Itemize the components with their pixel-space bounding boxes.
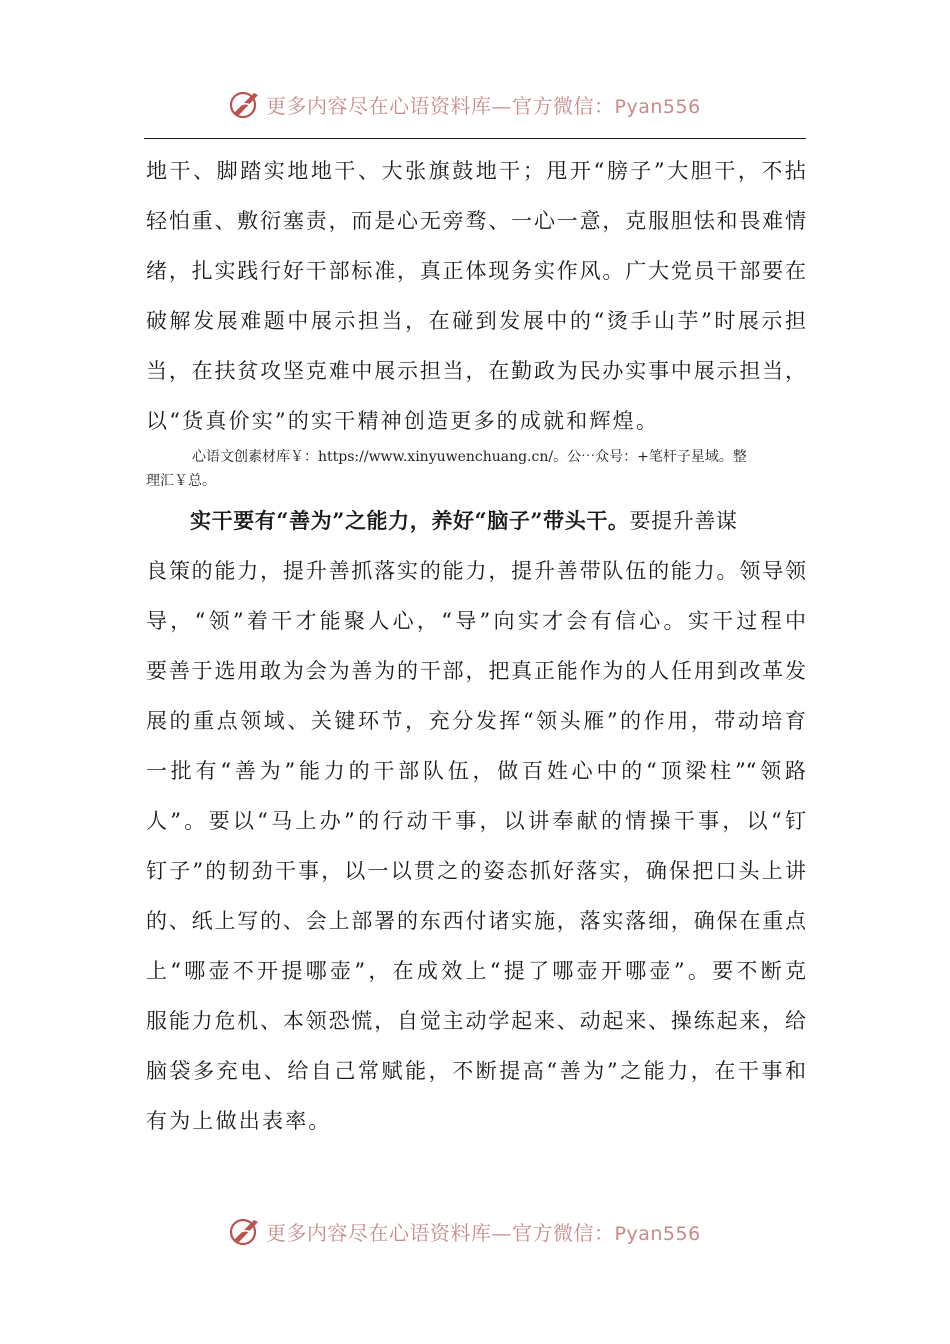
header-divider xyxy=(144,138,806,139)
paragraph-heading: 实干要有“善为”之能力，养好“脑子”带头干。 xyxy=(190,508,630,533)
body-line: 钉子”的韧劲干事，以一以贯之的姿态抓好落实，确保把口头上讲 xyxy=(146,859,806,883)
header-banner-text: 更多内容尽在心语资料库—官方微信：Pyan556 xyxy=(266,93,701,118)
body-line: 人”。要以“马上办”的行动干事，以讲奉献的情操干事，以“钉 xyxy=(146,809,806,833)
body-line: 地干、脚踏实地地干、大张旗鼓地干；甩开“膀子”大胆干，不拈 xyxy=(146,159,806,183)
body-line: 以“货真价实”的实干精神创造更多的成就和辉煌。 xyxy=(146,409,660,433)
body-line: 轻怕重、敷衍塞责，而是心无旁骛、一心一意，克服胆怯和畏难情 xyxy=(146,209,806,233)
source-note-line-2: 理汇￥总。 xyxy=(146,473,216,489)
body-line: 脑袋多充电、给自己常赋能，不断提高“善为”之能力，在干事和 xyxy=(146,1059,806,1083)
body-line: 的、纸上写的、会上部署的东西付诸实施，落实落细，确保在重点 xyxy=(146,909,806,933)
footer-banner xyxy=(228,1211,701,1251)
body-line: 当，在扶贫攻坚克难中展示担当，在勤政为民办实事中展示担当， xyxy=(146,359,806,383)
body-line: 展的重点领域、关键环节，充分发挥“领头雁”的作用，带动培育 xyxy=(146,709,806,733)
body-line: 良策的能力，提升善抓落实的能力，提升善带队伍的能力。领导领 xyxy=(146,559,806,583)
wechat-id: Pyan556 xyxy=(614,1222,701,1245)
body-line: 一批有“善为”能力的干部队伍，做百姓心中的“顶梁柱”“领路 xyxy=(146,759,806,783)
body-line: 上“哪壶不开提哪壶”，在成效上“提了哪壶开哪壶”。要不断克 xyxy=(146,959,806,983)
body-line: 破解发展难题中展示担当，在碰到发展中的“烫手山芋”时展示担 xyxy=(146,309,806,333)
pen-logo-icon xyxy=(228,87,262,121)
header-banner xyxy=(228,84,701,124)
body-line: 绪，扎实践行好干部标准，真正体现务实作风。广大党员干部要在 xyxy=(146,259,806,283)
body-line: 有为上做出表率。 xyxy=(146,1109,332,1133)
paragraph-2-first-line: 实干要有“善为”之能力，养好“脑子”带头干。要提升善谋 xyxy=(190,508,738,533)
body-line: 要善于选用敢为会为善为的干部，把真正能作为的人任用到改革发 xyxy=(146,659,806,683)
body-line: 导，“领”着干才能聚人心，“导”向实才会有信心。实干过程中 xyxy=(146,609,806,633)
pen-logo-icon xyxy=(228,1214,262,1248)
source-note-line-1: 心语文创素材库￥：https://www.xinyuwenchuang.cn/。公⋯众号：+笔杆子星域。整 xyxy=(192,449,747,465)
body-line: 服能力危机、本领恐慌，自觉主动学起来、动起来、操练起来，给 xyxy=(146,1009,806,1033)
footer-banner-text: 更多内容尽在心语资料库—官方微信：Pyan556 xyxy=(266,1220,701,1245)
wechat-id: Pyan556 xyxy=(614,95,701,118)
